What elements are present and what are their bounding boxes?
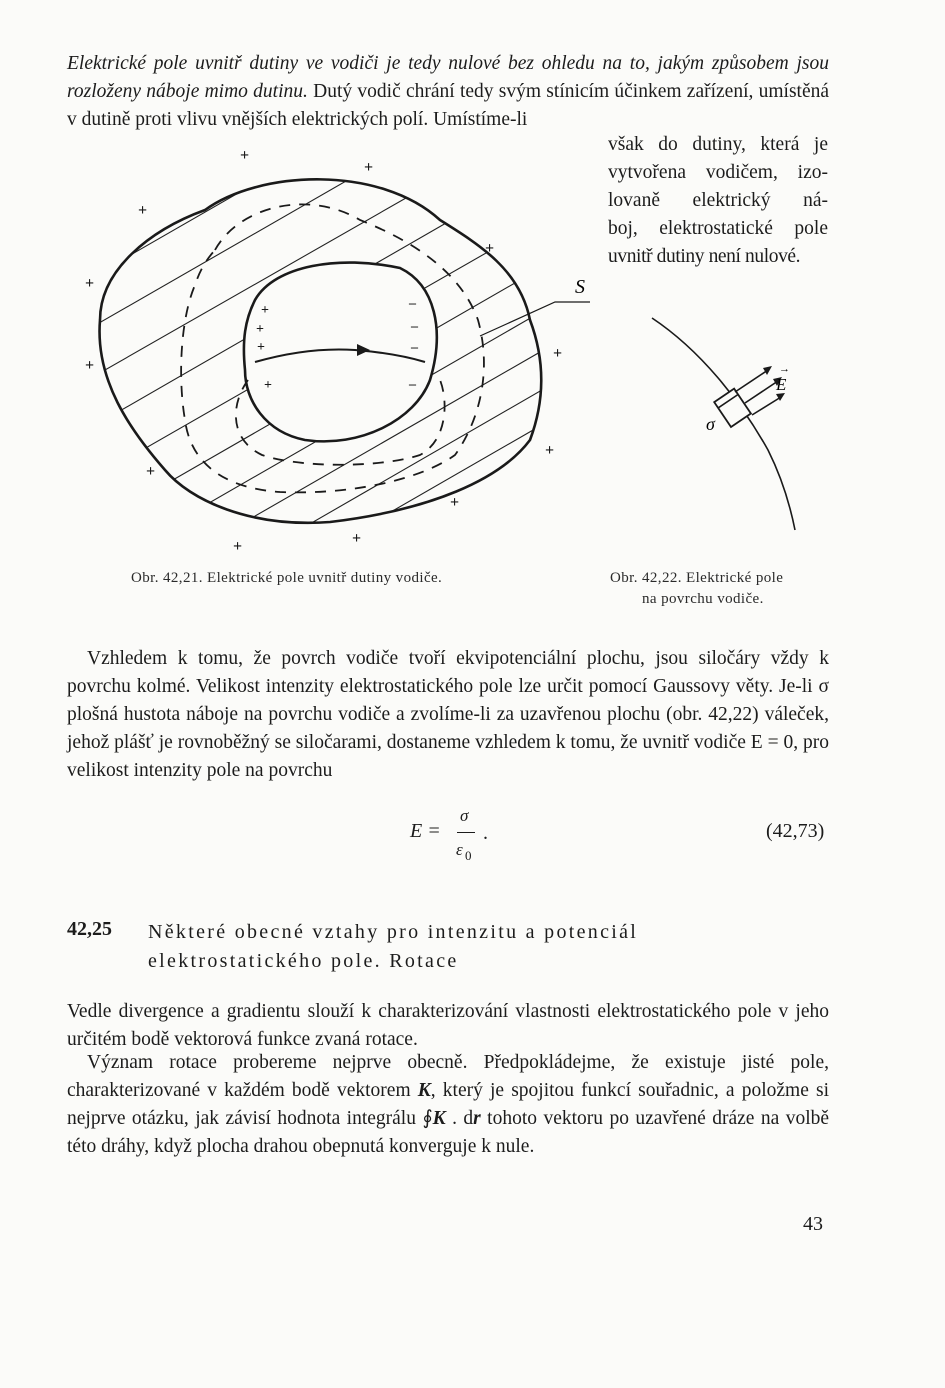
intro-normal: Dutý vodič chrání tedy svým stínicím účinkem zařízení, umístěná v dutině proti vlivu vnějších elektrických polí. Umístíme-li (67, 81, 830, 130)
charge-plus: + (545, 442, 555, 459)
charge-plus: + (364, 159, 374, 176)
equation-number: (42,73) (766, 820, 825, 842)
fraction-bar (457, 832, 475, 833)
paragraph-rotation-intro: Vedle divergence a gradientu slouží k charakterizování vlastnosti elektrostatického pole v jeho určitém bodě vektorová funkce zvaná rotace. (67, 1001, 829, 1050)
integrand-dot: . d (445, 1108, 474, 1129)
integrand-r: r (473, 1108, 481, 1129)
intro-paragraph (67, 50, 829, 134)
charge-plus: + (261, 303, 269, 318)
intro-italic: Elektrické pole uvnitř dutiny ve vodiči je tedy nulové bez ohledu na to, jakým způsobem jsou rozloženy náboje mimo dutinu. (67, 53, 829, 102)
vector-k: K (417, 1080, 431, 1101)
field-arrow (735, 370, 768, 392)
field-arrow (752, 397, 781, 415)
charge-plus: + (138, 202, 148, 219)
charge-plus: + (352, 530, 362, 547)
equation-denominator: ε (456, 840, 463, 859)
para3-part3: tohoto vektoru po uzavřené dráze na volbě této dráhy, když plocha drahou obepnutá konverguje k nule. (67, 1108, 830, 1157)
conductor-surface (652, 318, 795, 530)
label-sigma: σ (706, 414, 715, 434)
integral-sign: ∮ (422, 1108, 433, 1129)
figure-2-caption-line-2: na povrchu vodiče. (642, 591, 764, 607)
cavity-boundary (244, 263, 437, 442)
equation-period: . (483, 822, 488, 844)
para3-part2: , který je spojitou funkcí souřadnic, a položme si nejprve otázku, jak závisí hodnota integrálu (67, 1080, 830, 1129)
label-s: S (575, 276, 585, 298)
label-e: E (776, 375, 787, 394)
label-e-arrow: → (779, 363, 790, 375)
charge-minus: – (409, 296, 416, 311)
equation-numerator: σ (460, 806, 469, 825)
gauss-cylinder (714, 389, 751, 427)
charge-plus: + (553, 345, 563, 362)
paragraph-rotation-meaning (67, 1049, 829, 1161)
figure-1-caption: Obr. 42,21. Elektrické pole uvnitř dutiny vodiče. (131, 570, 443, 586)
charge-plus: + (257, 340, 265, 355)
section-title: Některé obecné vztahy pro intenzitu a potenciál elektrostatického pole. Rotace (148, 921, 639, 972)
charge-minus: – (411, 319, 418, 334)
field-arrow (745, 381, 778, 403)
charge-plus: + (146, 463, 156, 480)
charge-plus: + (450, 494, 460, 511)
charge-plus: + (233, 538, 243, 555)
wrap-line-4: boj, elektrostatické pole (608, 218, 828, 239)
page-number: 43 (803, 1213, 823, 1235)
para3-part1: Význam rotace probereme nejprve obecně. Předpokládejme, že existuje jisté pole, charakterizované v každém bodě vektorem (67, 1052, 829, 1101)
wrap-line-3: lovaně elektrický ná- (608, 190, 828, 211)
charge-minus: – (411, 340, 418, 355)
charge-plus: + (485, 240, 495, 257)
charge-minus: – (409, 377, 416, 392)
charge-plus: + (240, 147, 250, 164)
figure-cavity-field (75, 140, 605, 560)
cylinder-body (714, 389, 751, 427)
wrap-line-2: vytvořena vodičem, izo- (608, 162, 828, 183)
charge-plus: + (256, 322, 264, 337)
charge-plus: + (85, 357, 95, 374)
equation-denominator-subscript: 0 (465, 848, 472, 863)
equation-lhs: E = (410, 820, 441, 842)
wrap-line-5: uvnitř dutiny není nulové. (608, 246, 801, 267)
figure-2-caption-line-1: Obr. 42,22. Elektrické pole (610, 570, 784, 586)
wrap-line-1: však do dutiny, která je (608, 134, 828, 155)
field-arrowhead (763, 366, 772, 375)
integrand-k: K (432, 1108, 446, 1129)
section-number: 42,25 (67, 918, 112, 940)
charge-plus: + (85, 275, 95, 292)
body-paragraph: Vzhledem k tomu, že povrch vodiče tvoří ekvipotenciální plochu, jsou siločáry vždy k povrchu kolmé. Velikost intenzity elektrostatického pole lze určit pomocí Gaussovy věty. Je-li σ plošná hustota náboje na povrchu vodiče a zvolíme-li za uzavřenou plochu (obr. 42,22) váleček, jehož plášť je rovnoběžný se siločarami, dostaneme vzhledem k tomu, že uvnitř vodiče E = 0, pro velikost intenzity pole na povrchu (67, 648, 829, 781)
figure-surface-field (640, 300, 810, 545)
charge-plus: + (264, 378, 272, 393)
